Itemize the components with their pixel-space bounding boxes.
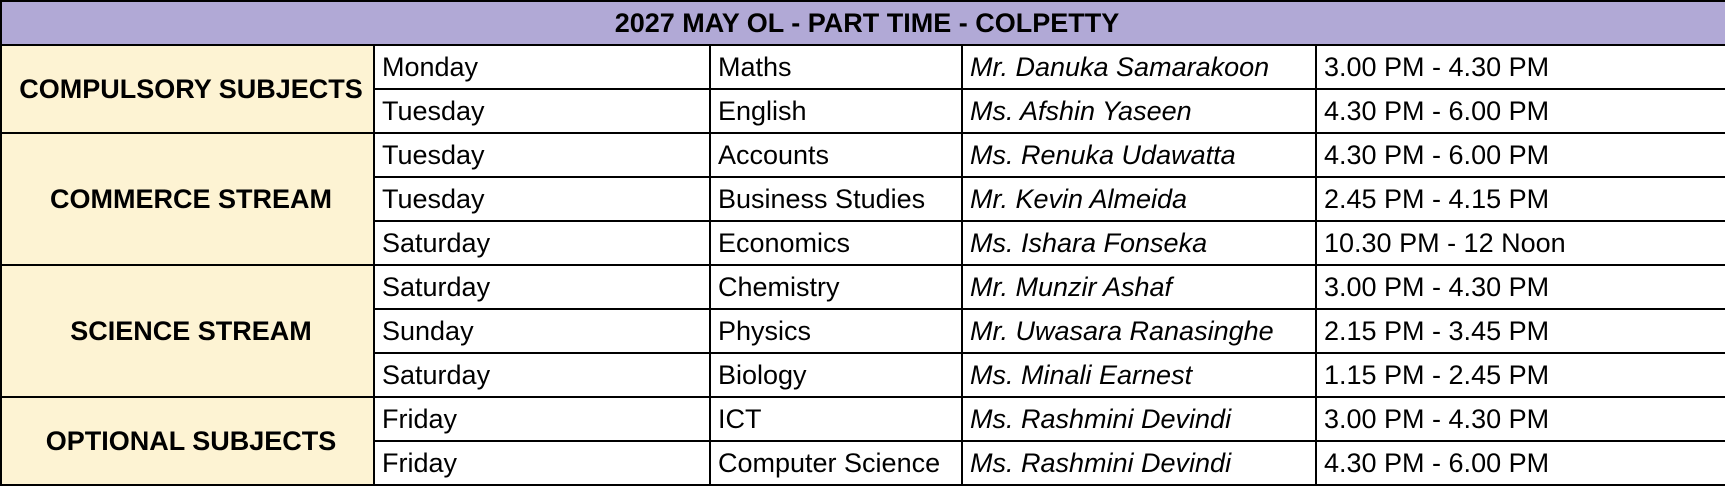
- day-cell: Friday: [374, 397, 710, 441]
- time-cell: 3.00 PM - 4.30 PM: [1316, 265, 1725, 309]
- title-row: [1, 1, 1725, 45]
- day-cell: Tuesday: [374, 133, 710, 177]
- time-cell: 3.00 PM - 4.30 PM: [1316, 397, 1725, 441]
- teacher-cell: Mr. Munzir Ashaf: [962, 265, 1316, 309]
- day-cell: Monday: [374, 45, 710, 89]
- table-row: [1, 45, 1725, 89]
- day-cell: Tuesday: [374, 177, 710, 221]
- teacher-cell: Ms. Renuka Udawatta: [962, 133, 1316, 177]
- teacher-cell: Mr. Danuka Samarakoon: [962, 45, 1316, 89]
- subject-cell: Chemistry: [710, 265, 962, 309]
- subject-cell: Accounts: [710, 133, 962, 177]
- subject-cell: Maths: [710, 45, 962, 89]
- teacher-cell: Ms. Afshin Yaseen: [962, 89, 1316, 133]
- group-label: COMMERCE STREAM: [1, 133, 374, 265]
- time-cell: 1.15 PM - 2.45 PM: [1316, 353, 1725, 397]
- time-cell: 2.45 PM - 4.15 PM: [1316, 177, 1725, 221]
- day-cell: Saturday: [374, 265, 710, 309]
- teacher-cell: Mr. Kevin Almeida: [962, 177, 1316, 221]
- teacher-cell: Ms. Minali Earnest: [962, 353, 1316, 397]
- table-row: [1, 265, 1725, 309]
- subject-cell: Business Studies: [710, 177, 962, 221]
- teacher-cell: Mr. Uwasara Ranasinghe: [962, 309, 1316, 353]
- timetable-body: [1, 45, 1725, 485]
- day-cell: Saturday: [374, 353, 710, 397]
- group-label: OPTIONAL SUBJECTS: [1, 397, 374, 485]
- teacher-cell: Ms. Rashmini Devindi: [962, 441, 1316, 485]
- time-cell: 3.00 PM - 4.30 PM: [1316, 45, 1725, 89]
- time-cell: 4.30 PM - 6.00 PM: [1316, 441, 1725, 485]
- day-cell: Sunday: [374, 309, 710, 353]
- time-cell: 10.30 PM - 12 Noon: [1316, 221, 1725, 265]
- time-cell: 4.30 PM - 6.00 PM: [1316, 89, 1725, 133]
- subject-cell: Computer Science: [710, 441, 962, 485]
- time-cell: 4.30 PM - 6.00 PM: [1316, 133, 1725, 177]
- subject-cell: Physics: [710, 309, 962, 353]
- teacher-cell: Ms. Rashmini Devindi: [962, 397, 1316, 441]
- subject-cell: Economics: [710, 221, 962, 265]
- group-label: SCIENCE STREAM: [1, 265, 374, 397]
- timetable-title: 2027 MAY OL - PART TIME - COLPETTY: [1, 1, 1725, 45]
- subject-cell: Biology: [710, 353, 962, 397]
- subject-cell: ICT: [710, 397, 962, 441]
- group-label: COMPULSORY SUBJECTS: [1, 45, 374, 133]
- table-row: [1, 397, 1725, 441]
- table-row: [1, 133, 1725, 177]
- subject-cell: English: [710, 89, 962, 133]
- day-cell: Tuesday: [374, 89, 710, 133]
- teacher-cell: Ms. Ishara Fonseka: [962, 221, 1316, 265]
- day-cell: Saturday: [374, 221, 710, 265]
- day-cell: Friday: [374, 441, 710, 485]
- time-cell: 2.15 PM - 3.45 PM: [1316, 309, 1725, 353]
